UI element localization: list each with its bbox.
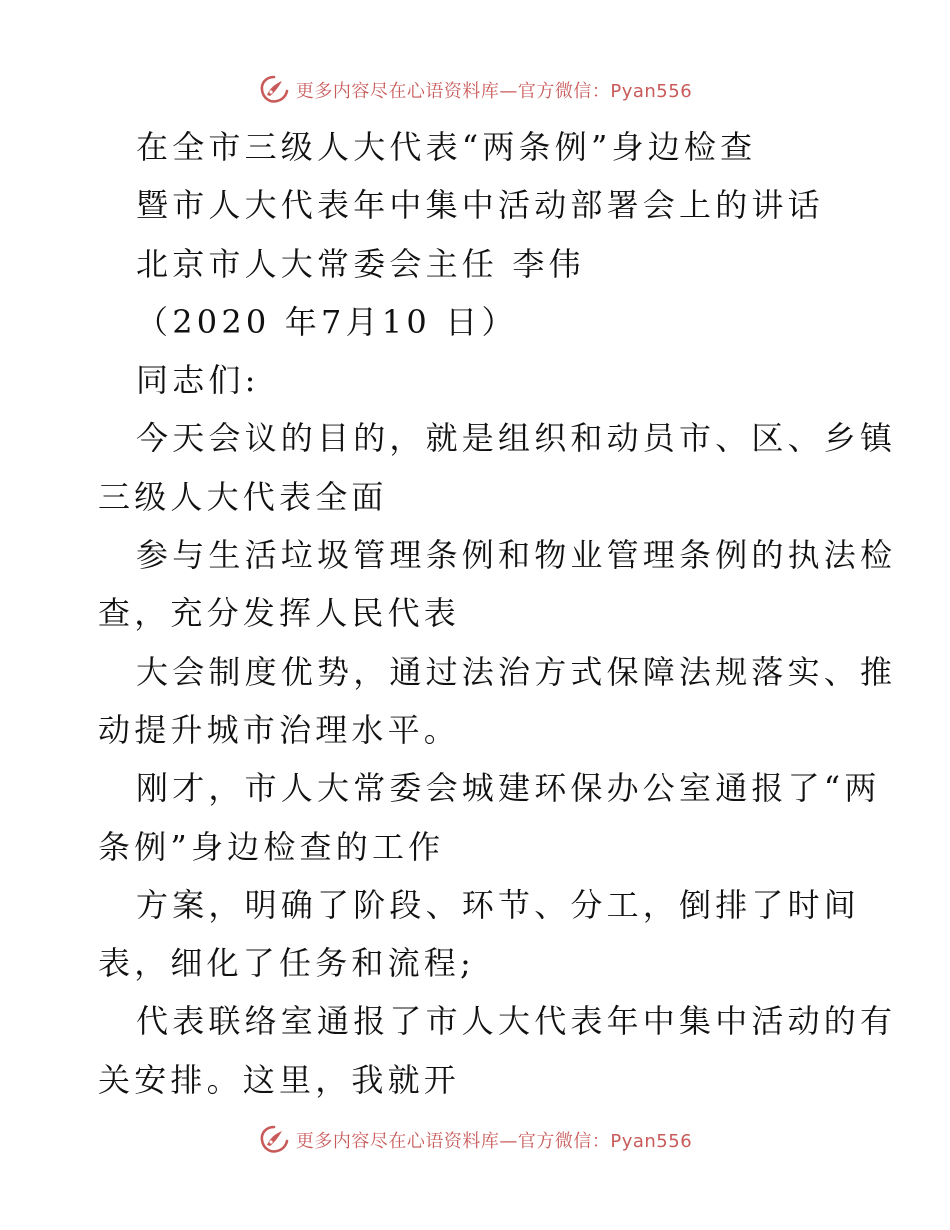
text-line: 北京市人大常委会主任 李伟 <box>136 244 585 283</box>
text-line: 方案，明确了阶段、环节、分工，倒排了时间 <box>136 885 861 924</box>
pen-nib-swirl-icon <box>258 1124 290 1156</box>
text-line: 参与生活垃圾管理条例和物业管理条例的执法检 <box>136 536 897 575</box>
document-body <box>98 118 897 1109</box>
text-line: 在全市三级人大代表“两条例”身边检查 <box>136 128 757 166</box>
text-line: 三级人大代表全面 <box>98 477 388 516</box>
text-line: 代表联络室通报了市人大代表年中集中活动的有 <box>136 1002 897 1041</box>
text-line: 查，充分发挥人民代表 <box>98 594 461 633</box>
text-line: 条例”身边检查的工作 <box>98 827 445 866</box>
text-line: 动提升城市治理水平。 <box>98 710 461 749</box>
pen-nib-swirl-icon <box>258 74 290 106</box>
text-line: 刚才，市人大常委会城建环保办公室通报了“两 <box>136 769 881 808</box>
text-line: 同志们: <box>136 361 260 400</box>
text-line: 今天会议的目的，就是组织和动员市、区、乡镇 <box>136 419 897 458</box>
text-line: 关安排。这里，我就开 <box>98 1060 461 1099</box>
header-watermark <box>0 70 950 110</box>
watermark-text: 更多内容尽在心语资料库—官方微信：Pyan556 <box>295 1131 693 1152</box>
text-line: （2020 年7月10 日） <box>136 302 518 341</box>
text-line: 暨市人大代表年中集中活动部署会上的讲话 <box>136 186 824 225</box>
text-line: 大会制度优势，通过法治方式保障法规落实、推 <box>136 652 897 691</box>
footer-watermark <box>0 1120 950 1160</box>
watermark-text: 更多内容尽在心语资料库—官方微信：Pyan556 <box>295 81 693 102</box>
text-line: 表，细化了任务和流程; <box>98 944 475 983</box>
